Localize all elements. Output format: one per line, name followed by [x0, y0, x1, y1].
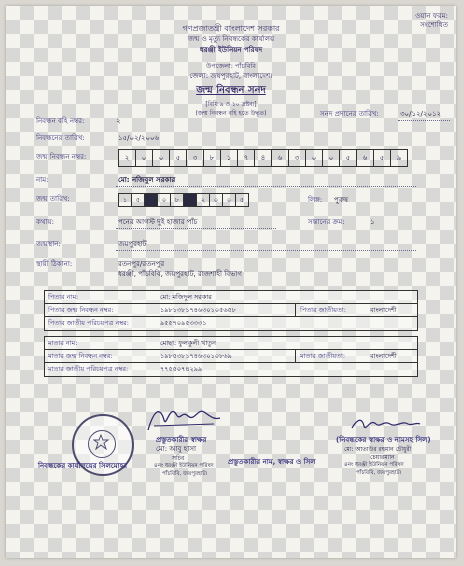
- child-no-value: ১: [370, 218, 375, 226]
- mother-name-label: মাতার নাম:: [48, 339, 78, 347]
- divider: [295, 304, 296, 316]
- reg-digit: ০: [153, 150, 170, 166]
- address-line1: রতনপুর/রতনপুর: [118, 260, 165, 268]
- in-words-line: [116, 228, 276, 229]
- book-no-value: ২: [116, 117, 121, 125]
- registrar-location: পাঁচবিবি, জয়পুরহাট।: [356, 470, 402, 476]
- issue-date-label: সনদ প্রদানের তারিখ:: [320, 110, 379, 118]
- father-reg-value: ১৯৮১৩৮১৭৪৬৩০১০৫৬৫৮: [160, 306, 236, 314]
- seal-emblem-icon: [93, 434, 109, 450]
- preparer-signature: [144, 400, 224, 434]
- birthplace-label: জন্মস্থান:: [36, 240, 61, 248]
- registrar-title: (নিবন্ধকের স্বাক্ষর ও নামসহ সিল): [336, 436, 431, 444]
- reg-digit: ২: [119, 150, 136, 166]
- dob-digit: ০: [210, 194, 223, 206]
- reg-digit: ৫: [340, 150, 357, 166]
- mother-reg-value: ১৯৮৫৩৮১৭৪৬৩০১০৮৬৯: [160, 352, 232, 360]
- father-name-label: পিতার নাম:: [48, 293, 79, 301]
- father-reg-row: [45, 304, 417, 317]
- reg-digit: ৮: [204, 150, 221, 166]
- union-council: ধরঞ্জী ইউনিয়ন পরিষদ: [199, 46, 263, 54]
- name-line: [116, 186, 416, 187]
- reg-digit: ০: [306, 150, 323, 166]
- rule-reference: [বিধি ৯ ও ১০ দ্রষ্টব্য]: [205, 101, 257, 108]
- reg-digit: ৩: [187, 150, 204, 166]
- mother-nid-value: ৭৭৫৫০৭৪২৯৯: [160, 365, 203, 373]
- dob-digit: ২: [197, 194, 210, 206]
- extract-note: (জন্ম নিবন্ধন বহি হতে উদ্ধৃত): [195, 110, 267, 117]
- reg-digit: ০: [323, 150, 340, 166]
- registrar-signature: [350, 414, 422, 434]
- reg-date-value: ১৫/০২/২০০৬: [118, 134, 160, 142]
- preparer-designation: সচিব: [172, 455, 185, 462]
- preparer-office: ৪নং ধরঞ্জী ইউনিয়ন পরিষদ: [154, 463, 214, 469]
- reg-digit: ৫: [170, 150, 187, 166]
- in-words-value: পনের আগস্ট দুই হাজার পাঁচ: [118, 218, 198, 226]
- reg-digit: ৪: [255, 150, 272, 166]
- father-name-row: [45, 291, 417, 304]
- father-nid-label: পিতার জাতীয় পরিচয়পত্র নম্বর:: [48, 319, 129, 327]
- reg-date-label: নিবন্ধনের তারিখ:: [36, 134, 85, 142]
- dob-digit: ৮: [171, 194, 184, 206]
- address-line2: ধরঞ্জী, পাঁচবিবি, জয়পুরহাট, রাজশাহী বিভাগ: [118, 270, 242, 278]
- dob-digit: ০: [223, 194, 236, 206]
- preparer-title: প্রস্তুতকারীর স্বাক্ষর: [156, 436, 207, 444]
- preparer-location: পাঁচবিবি, জয়পুরহাট।: [162, 471, 208, 477]
- birthplace-line: [116, 250, 416, 251]
- birthplace-value: জয়পুরহাট: [118, 240, 147, 248]
- district: জেলা: জয়পুরহাট, বাংলাদেশ।: [189, 72, 273, 80]
- reg-digit: ৫: [374, 150, 391, 166]
- dob-digit: ১: [119, 194, 132, 206]
- mother-info-box: [44, 336, 418, 377]
- dob-label: জন্ম তারিখ:: [36, 195, 70, 203]
- certificate-title: জন্ম নিবন্ধন সনদ: [196, 85, 266, 96]
- mother-nationality-value: বাংলাদেশী: [370, 352, 397, 360]
- address-label: স্থায়ী ঠিকানা:: [36, 260, 73, 268]
- registrar-designation: চেয়ারম্যান: [370, 454, 395, 461]
- seal-caption: নিবন্ধকের কার্যালয়ের সিলমোহর: [38, 462, 128, 470]
- dob-box: [118, 193, 249, 207]
- reg-digit: ৩: [289, 150, 306, 166]
- reg-digit: ৬: [357, 150, 374, 166]
- form-type-note: [378, 12, 448, 30]
- reg-digit: ৭: [238, 150, 255, 166]
- gender-value: পুরুষ: [334, 196, 348, 204]
- dob-separator: [184, 194, 197, 206]
- reg-no-box: [118, 149, 408, 167]
- reg-no-label: জন্ম নিবন্ধন নম্বর:: [36, 153, 87, 161]
- in-words-label: কথায়:: [36, 218, 54, 226]
- preparer-name: মো: আবু হাসা: [156, 445, 196, 453]
- mother-nid-label: মাতার জাতীয় পরিচয়পত্র নম্বর:: [48, 365, 129, 373]
- government-heading: গণপ্রজাতন্ত্রী বাংলাদেশ সরকার: [182, 24, 280, 33]
- mother-nationality-label: মাতার জাতীয়তা:: [300, 352, 346, 360]
- child-no-label: সন্তানের ক্রম:: [308, 218, 345, 226]
- certificate-paper: [6, 6, 456, 558]
- mother-name-row: [45, 337, 417, 350]
- father-nationality-label: পিতার জাতীয়তা:: [300, 306, 346, 314]
- father-nationality-value: বাংলাদেশী: [370, 306, 397, 314]
- upazila: উপজেলা: পাঁচবিবি: [206, 62, 256, 70]
- registrar-name: মো: আতাউর রহমান চৌধুরী: [344, 446, 412, 453]
- name-value: মো: নজিবুল সরকার: [118, 176, 176, 184]
- father-reg-label: পিতার জন্ম নিবন্ধন নম্বর:: [48, 306, 114, 314]
- reg-digit: ৯: [396, 154, 402, 162]
- form-type-line2: সংশোধিত: [420, 21, 448, 29]
- registrar-office: জন্ম ও মৃত্যু নিবন্ধকের কার্যালয়: [187, 35, 275, 43]
- name-label: নাম:: [36, 176, 49, 184]
- reg-digit: ১: [221, 150, 238, 166]
- form-type-line1: ওয়ান ফরম:: [415, 12, 448, 20]
- reg-digit: ০: [136, 150, 153, 166]
- issue-date-line: [398, 120, 450, 121]
- father-info-box: [44, 290, 418, 331]
- dob-digit: ৫: [132, 194, 145, 206]
- father-nid-value: ৯৫৫৭০৯৫৩৩৩১: [160, 319, 207, 327]
- mother-nid-row: [45, 363, 417, 375]
- issue-date-value: ৩০/১২/২০১২: [400, 110, 442, 118]
- mother-reg-row: [45, 350, 417, 363]
- gender-label: লিঙ্গ:: [308, 196, 323, 204]
- reg-digit: ৬: [272, 150, 289, 166]
- book-no-label: নিবন্ধন বহি নম্বর:: [36, 117, 85, 125]
- mother-name-value: মোছা: ফুলকুলী খাতুন: [160, 339, 217, 347]
- dob-separator: [145, 194, 158, 206]
- divider: [295, 350, 296, 362]
- registrar-office: ৪নং ধরঞ্জী ইউনিয়ন পরিষদ: [344, 462, 404, 468]
- father-nid-row: [45, 317, 417, 329]
- preparer-caption: প্রস্তুতকারীর নাম, স্বাক্ষর ও সিল: [228, 458, 316, 466]
- dob-digit: ৫: [239, 196, 245, 204]
- dob-digit: ০: [158, 194, 171, 206]
- mother-reg-label: মাতার জন্ম নিবন্ধন নম্বর:: [48, 352, 113, 360]
- father-name-value: মো: মজিদুল সরকার: [160, 293, 212, 301]
